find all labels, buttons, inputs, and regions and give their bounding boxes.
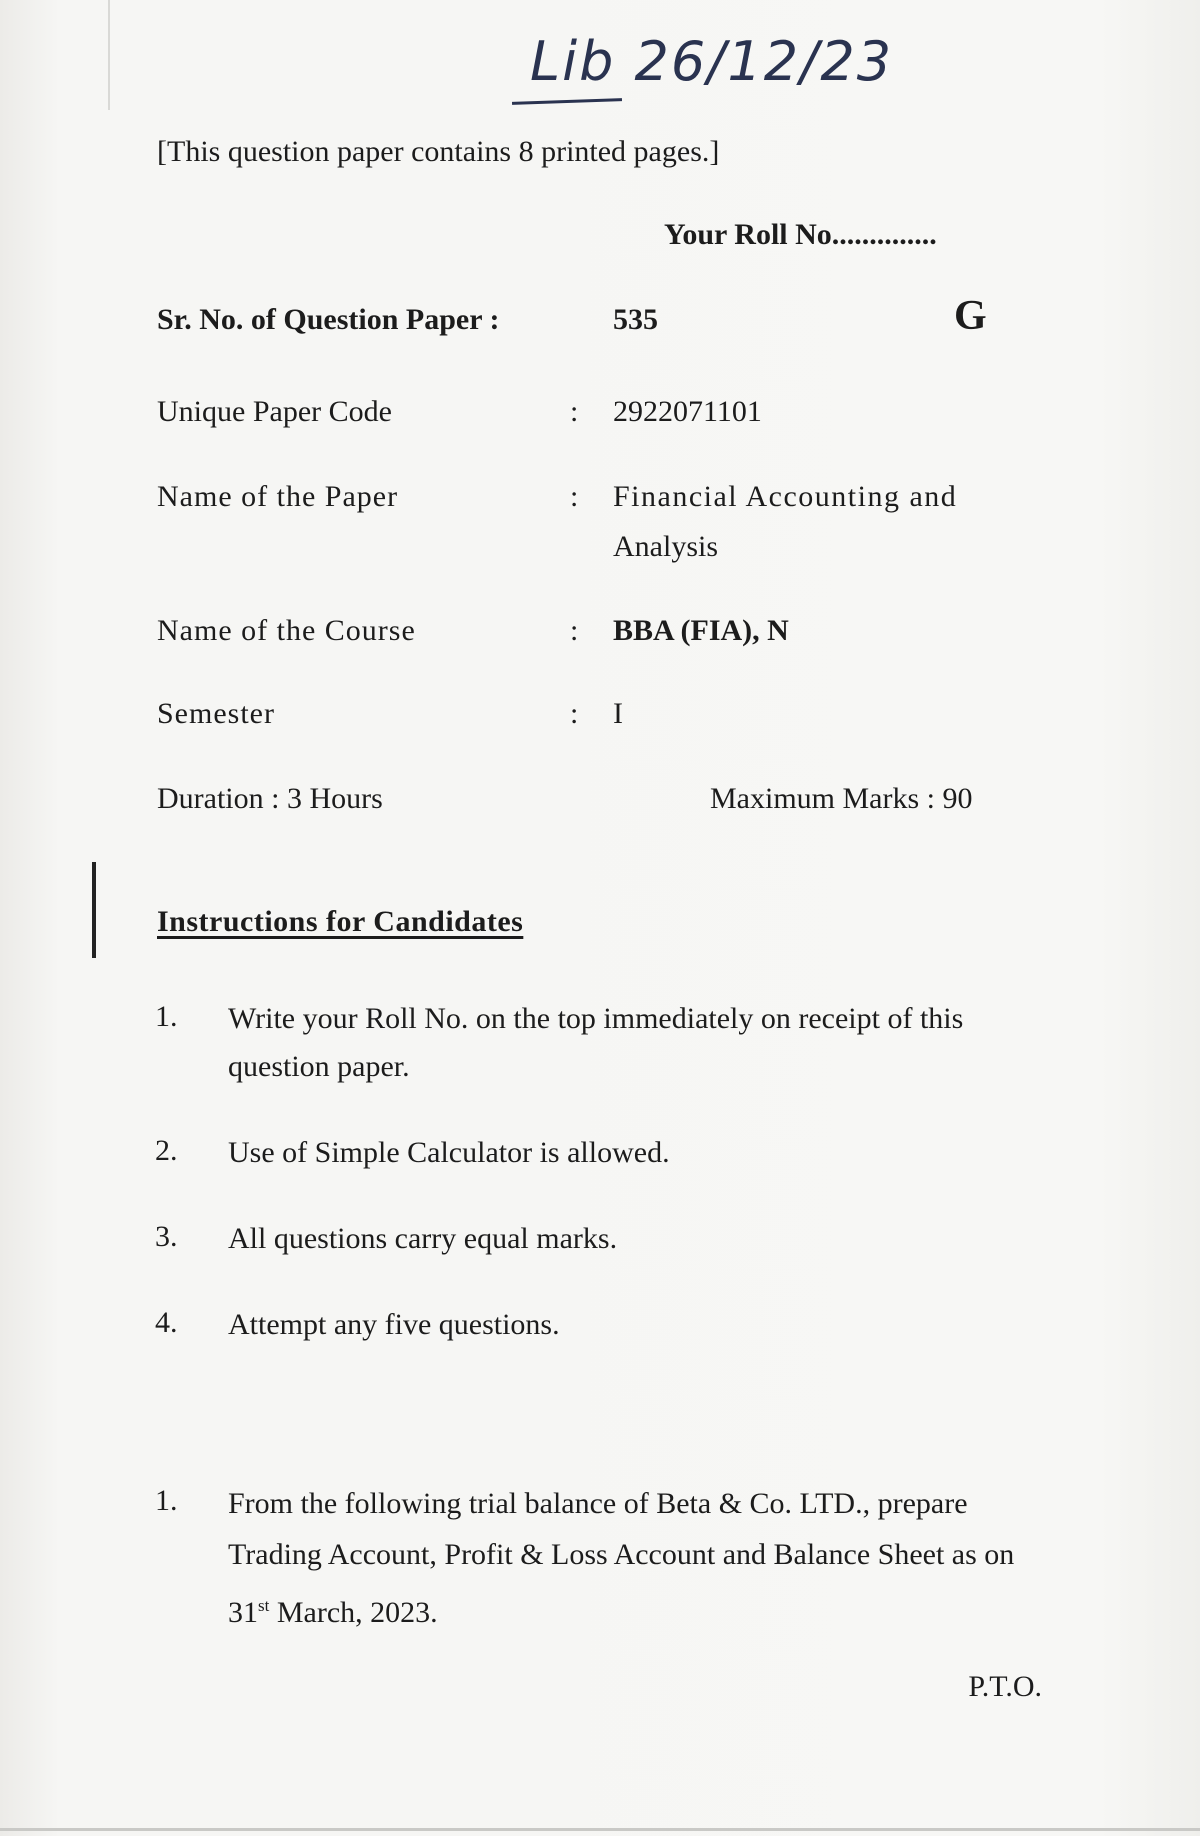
upc-label: Unique Paper Code xyxy=(157,395,392,428)
semester-value: I xyxy=(613,697,623,730)
instruction-item: Write your Roll No. on the top immediately on receipt of this question paper. xyxy=(228,1002,964,1083)
instruction-number: 2. xyxy=(155,1134,178,1167)
upc-value: 2922071101 xyxy=(613,395,762,428)
paper-value-line2: Analysis xyxy=(613,530,718,563)
handwritten-underline xyxy=(512,98,622,105)
scan-edge xyxy=(108,0,110,110)
bottom-edge xyxy=(0,1828,1200,1831)
question-1-text xyxy=(228,1478,1048,1638)
sr-no-value: 535 xyxy=(613,303,658,336)
handwritten-note: Lib 26/12/23 xyxy=(530,30,894,93)
instruction-item: All questions carry equal marks. xyxy=(228,1222,618,1255)
course-label: Name of the Course xyxy=(157,614,416,647)
margin-mark xyxy=(92,862,96,958)
instruction-item: Use of Simple Calculator is allowed. xyxy=(228,1136,670,1169)
roll-no: Your Roll No.............. xyxy=(664,218,937,251)
course-colon: : xyxy=(570,614,579,647)
duration: Duration : 3 Hours xyxy=(157,782,383,815)
upc-colon: : xyxy=(570,395,579,428)
course-value: BBA (FIA), N xyxy=(613,614,789,647)
paper-colon: : xyxy=(570,480,579,513)
pages-note: [This question paper contains 8 printed pages.] xyxy=(157,135,720,168)
question-number: 1. xyxy=(155,1484,178,1517)
semester-label: Semester xyxy=(157,697,275,730)
paper-value-line1: Financial Accounting and xyxy=(613,480,958,513)
pto-label: P.T.O. xyxy=(968,1670,1042,1703)
question-1-body: From the following trial balance of Beta & Co. LTD., prepare Trading Account, Profit & Loss Account and Balance Sheet as on 31 xyxy=(228,1487,1015,1629)
question-1-superscript: st xyxy=(258,1596,270,1615)
question-1-end: March, 2023. xyxy=(269,1596,438,1629)
max-marks: Maximum Marks : 90 xyxy=(710,782,973,815)
instruction-number: 4. xyxy=(155,1306,178,1339)
instruction-number: 3. xyxy=(155,1220,178,1253)
semester-colon: : xyxy=(570,697,579,730)
paper-label: Name of the Paper xyxy=(157,480,399,513)
instruction-number: 1. xyxy=(155,1000,178,1033)
instructions-heading: Instructions for Candidates xyxy=(157,905,524,938)
grade-letter: G xyxy=(954,293,987,339)
instruction-item: Attempt any five questions. xyxy=(228,1308,560,1341)
sr-no-label: Sr. No. of Question Paper : xyxy=(157,303,500,336)
